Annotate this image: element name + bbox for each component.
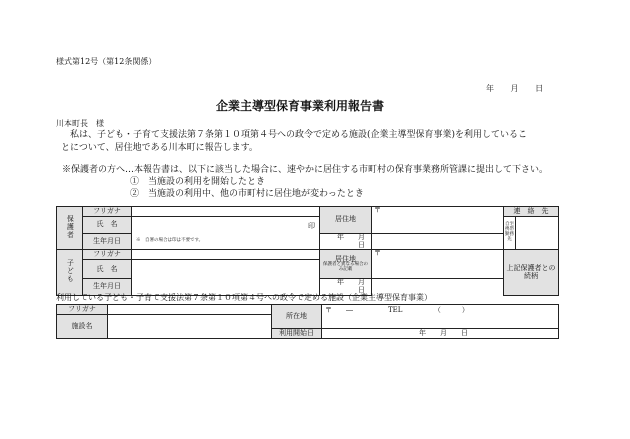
facility-furigana-input[interactable] [108, 305, 272, 315]
guardian-name-input[interactable] [132, 217, 320, 250]
guardian-contact-label: 連 絡 先 [504, 207, 559, 217]
child-name-input[interactable] [132, 260, 320, 295]
child-relation-label: 上記保護者との続柄 [504, 250, 559, 295]
facility-name-label: 施設名 [57, 315, 108, 339]
guardian-address-label: 居住地 [320, 207, 372, 234]
child-address-label [320, 250, 372, 279]
guardian-contact-kinds: 自宅 携帯 勤務先 [504, 217, 516, 250]
notice-case-2: ② 当施設の利用中、他の市町村に居住地が変わったとき [130, 189, 364, 199]
guardian-section-label: 保護者 [57, 207, 83, 250]
child-address-title: 居住地 [335, 254, 356, 263]
postal-mark: 〒 [374, 206, 381, 214]
guardian-notice: ※保護者の方へ…本報告書は、以下に該当した場合に、速やかに居住する市町村の保育事業務所管課に提出して下さい。 [62, 165, 549, 175]
child-furigana-label: フリガナ [83, 250, 132, 260]
report-date-field[interactable]: 年 月 日 [486, 84, 544, 93]
child-birth-label: 生年月日 [83, 279, 132, 295]
postal-mark: 〒 [374, 249, 381, 258]
facility-table [56, 304, 559, 339]
page-title: 企業主導型保育事業利用報告書 [216, 99, 385, 113]
addressee: 川本町長 様 [56, 119, 104, 128]
intro-text-line-2: とについて、居住地である川本町に報告します。 [61, 143, 258, 153]
guardian-birth-input[interactable]: 年 月 日 [320, 234, 372, 250]
facility-postal-line: 〒 ― TEL （ ） [325, 306, 469, 314]
child-name-label: 氏 名 [83, 260, 132, 279]
guardian-furigana-label: フリガナ [83, 207, 132, 217]
seal-note: ※ 自署の場合は印は不要です。 [136, 238, 204, 243]
form-number: 様式第12号（第12条関係） [56, 57, 157, 66]
child-address-input[interactable] [372, 250, 504, 279]
child-birth-input[interactable]: 年 月 日 [320, 279, 372, 295]
child-address-note: 保護者と異なる場合のみ記載 [323, 262, 368, 273]
guardian-name-label: 氏 名 [83, 217, 132, 234]
intro-text-line-1: 私は、子ども・子育て支援法第７条第１０項第４号への政令で定める施設(企業主導型保育事業)を利用しているこ [70, 130, 528, 140]
facility-name-input[interactable] [108, 315, 272, 339]
child-furigana-input[interactable] [132, 250, 320, 260]
facility-location-input[interactable] [322, 305, 559, 329]
facility-furigana-label: フリガナ [57, 305, 108, 315]
guardian-contact-input[interactable] [516, 217, 559, 250]
guardian-address-input[interactable] [372, 207, 504, 234]
seal-mark: 印 [308, 222, 315, 230]
facility-start-date-label: 利用開始日 [272, 329, 322, 339]
facility-heading: 利用している子ども・子育て支援法第７条第１０項第４号への政令で定める施設（企業主導型保育事業） [56, 293, 432, 302]
guardian-birth-label: 生年月日 [83, 234, 132, 250]
applicant-table [56, 206, 559, 296]
guardian-furigana-input[interactable] [132, 207, 320, 217]
facility-location-label: 所在地 [272, 305, 322, 329]
child-section-label: 子ども [57, 250, 83, 295]
notice-case-1: ① 当施設の利用を開始したとき [130, 177, 266, 187]
facility-start-date-input[interactable]: 年 月 日 [322, 329, 559, 339]
